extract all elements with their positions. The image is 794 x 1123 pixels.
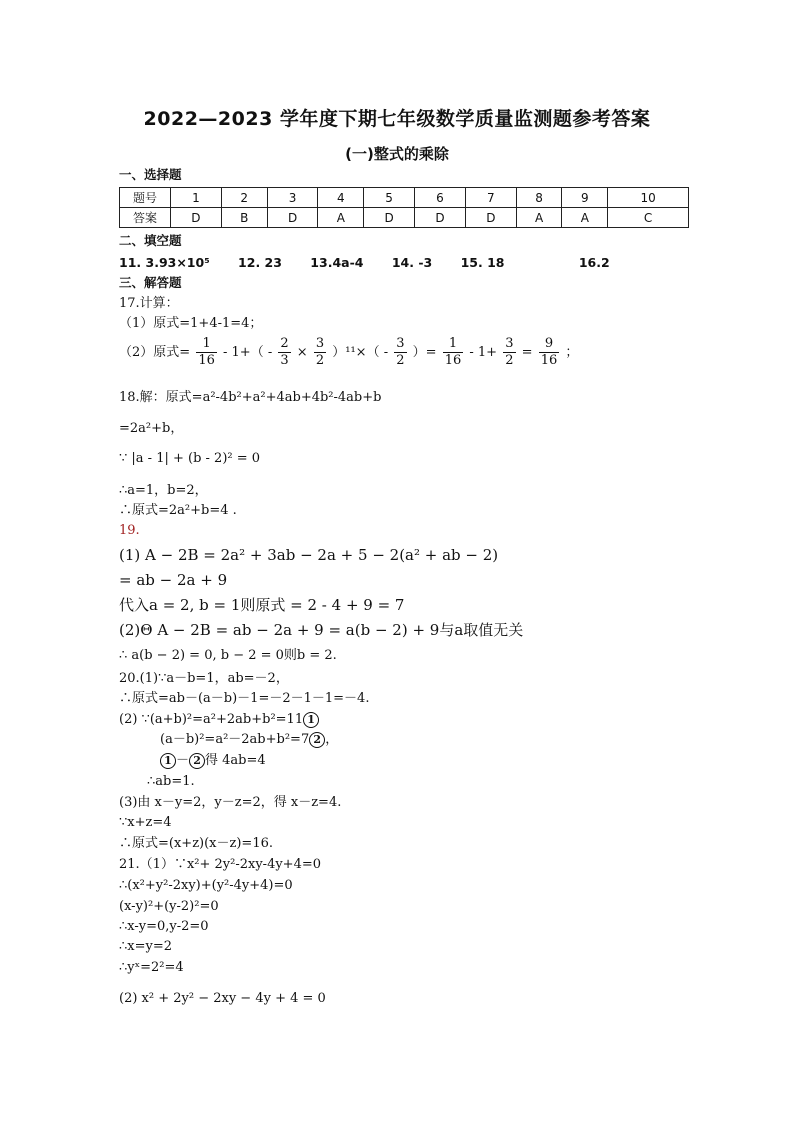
q20-text: － [176, 753, 190, 768]
circled-number: 1 [160, 753, 176, 769]
fraction [196, 336, 217, 369]
numerator: 3 [315, 336, 325, 351]
denominator: 16 [540, 353, 558, 368]
q17-text: ； [565, 345, 579, 360]
q20-text: 得 4ab=4 [205, 753, 266, 768]
q21-line4: ∴x-y=0,y-2=0 [119, 919, 209, 934]
q17-part1: （1）原式=1+4-1=4； [119, 316, 263, 331]
q20-line1: 20.(1)∵a－b=1，ab=－2， [119, 671, 289, 686]
fraction [539, 336, 560, 369]
fraction [443, 336, 464, 369]
q20-line6: ∴ab=1. [147, 774, 195, 789]
q18-line4: ∴a=1，b=2， [119, 483, 208, 498]
numerator: 2 [280, 336, 289, 351]
q21-line3: (x-y)²+(y-2)²=0 [119, 899, 219, 914]
fill-item: 15. 18 [460, 255, 505, 270]
table-cell: D [171, 208, 222, 228]
q20-line9: ∴原式=(x+z)(x－z)=16. [119, 836, 274, 851]
row-header-number: 题号 [120, 188, 171, 208]
q17-part2 [119, 336, 578, 369]
denominator: 3 [280, 353, 289, 368]
q17-text: × [296, 345, 308, 360]
fraction [314, 336, 326, 369]
fraction [394, 336, 406, 369]
denominator: 2 [315, 353, 325, 368]
fraction [503, 336, 515, 369]
q20-line3 [119, 711, 319, 729]
q17-heading: 17.计算： [119, 296, 179, 311]
fill-item: 16.2 [578, 255, 610, 270]
q17-text: ）¹¹×（ - [332, 345, 389, 360]
table-cell: D [465, 208, 516, 228]
q17-text: - 1+ [469, 345, 498, 360]
table-cell: D [364, 208, 415, 228]
q19-line1: (1) A − 2B = 2a² + 3ab − 2a + 5 − 2(a² + ab − 2) [119, 546, 499, 564]
q21-line5: ∴x=y=2 [119, 939, 173, 954]
q20-line5 [160, 752, 266, 770]
section-fill-heading: 二、填空题 [119, 233, 182, 248]
q18-line1: 18.解：原式=a²-4b²+a²+4ab+4b²-4ab+b [119, 390, 382, 405]
fill-answers [119, 254, 634, 272]
q19-number: 19. [119, 523, 140, 538]
fill-item: 12. 23 [238, 255, 282, 270]
denominator: 16 [444, 353, 462, 368]
numerator: 1 [196, 336, 217, 353]
table-cell: 10 [608, 188, 689, 208]
q18-line2: =2a²+b， [119, 421, 184, 436]
q20-line2: ∴原式=ab－(a－b)－1=－2－1－1=－4. [119, 691, 370, 706]
fill-item: 13.4a-4 [310, 255, 364, 270]
choice-answer-table [119, 187, 689, 228]
fraction [278, 336, 290, 369]
row-header-answer: 答案 [120, 208, 171, 228]
q20-text: (2) ∵(a+b)²=a²+2ab+b²=11 [119, 712, 304, 727]
table-cell: C [608, 208, 689, 228]
q17-text: （2）原式= [119, 345, 191, 360]
table-cell: D [267, 208, 318, 228]
page-title: 2022—2023 学年度下期七年级数学质量监测题参考答案 [143, 108, 651, 130]
section-choice-heading: 一、选择题 [119, 167, 182, 182]
q20-line7: (3)由 x－y=2，y－z=2，得 x－z=4. [119, 795, 342, 810]
numerator: 1 [443, 336, 464, 353]
section-solve-heading: 三、解答题 [119, 275, 182, 290]
q20-text: ， [325, 732, 339, 747]
numerator: 3 [505, 336, 514, 351]
table-cell: 5 [364, 188, 415, 208]
denominator: 2 [505, 353, 514, 368]
table-cell: A [516, 208, 562, 228]
q20-text: (a－b)²=a²－2ab+b²=7 [160, 732, 310, 747]
table-cell: 7 [465, 188, 516, 208]
fill-item: 14. -3 [391, 255, 433, 270]
circled-number: 2 [189, 753, 205, 769]
table-cell: A [318, 208, 364, 228]
table-cell: 6 [415, 188, 466, 208]
q21-line2: ∴(x²+y²-2xy)+(y²-4y+4)=0 [119, 878, 293, 893]
q20-line4 [160, 731, 338, 749]
q19-line3: 代入a = 2, b = 1则原式 = 2 - 4 + 9 = 7 [119, 596, 405, 614]
table-cell: 4 [318, 188, 364, 208]
table-cell: 3 [267, 188, 318, 208]
q20-line8: ∵x+z=4 [119, 815, 172, 830]
q19-line4: (2)Θ A − 2B = ab − 2a + 9 = a(b − 2) + 9与a取值无关 [119, 621, 524, 639]
q18-line5: ∴原式=2a²+b=4 . [119, 503, 237, 518]
table-cell: B [221, 208, 267, 228]
q21-line6: ∴yˣ=2²=4 [119, 960, 184, 975]
q19-line5: ∴ a(b − 2) = 0, b − 2 = 0则b = 2. [119, 648, 337, 663]
circled-number: 1 [303, 712, 319, 728]
q17-text: = [521, 345, 533, 360]
q18-line3: ∵ |a - 1| + (b - 2)² = 0 [119, 451, 261, 466]
table-cell: A [562, 208, 608, 228]
denominator: 16 [198, 353, 215, 368]
table-row-numbers [120, 188, 689, 208]
q21-line7: (2) x² + 2y² − 2xy − 4y + 4 = 0 [119, 991, 326, 1006]
table-cell: 2 [221, 188, 267, 208]
q17-text: ）= [412, 345, 437, 360]
table-cell: 9 [562, 188, 608, 208]
circled-number: 2 [309, 732, 325, 748]
q17-text: - 1+（ - [223, 345, 273, 360]
table-cell: 1 [171, 188, 222, 208]
q19-line2: = ab − 2a + 9 [119, 571, 228, 589]
q21-line1: 21.（1）∵x²+ 2y²-2xy-4y+4=0 [119, 857, 322, 872]
fill-item: 11. 3.93×10⁵ [119, 255, 210, 270]
numerator: 9 [539, 336, 560, 353]
table-cell: 8 [516, 188, 562, 208]
numerator: 3 [396, 336, 405, 351]
page-subtitle: (一)整式的乘除 [345, 145, 449, 163]
table-row-answers [120, 208, 689, 228]
denominator: 2 [396, 353, 405, 368]
table-cell: D [415, 208, 466, 228]
